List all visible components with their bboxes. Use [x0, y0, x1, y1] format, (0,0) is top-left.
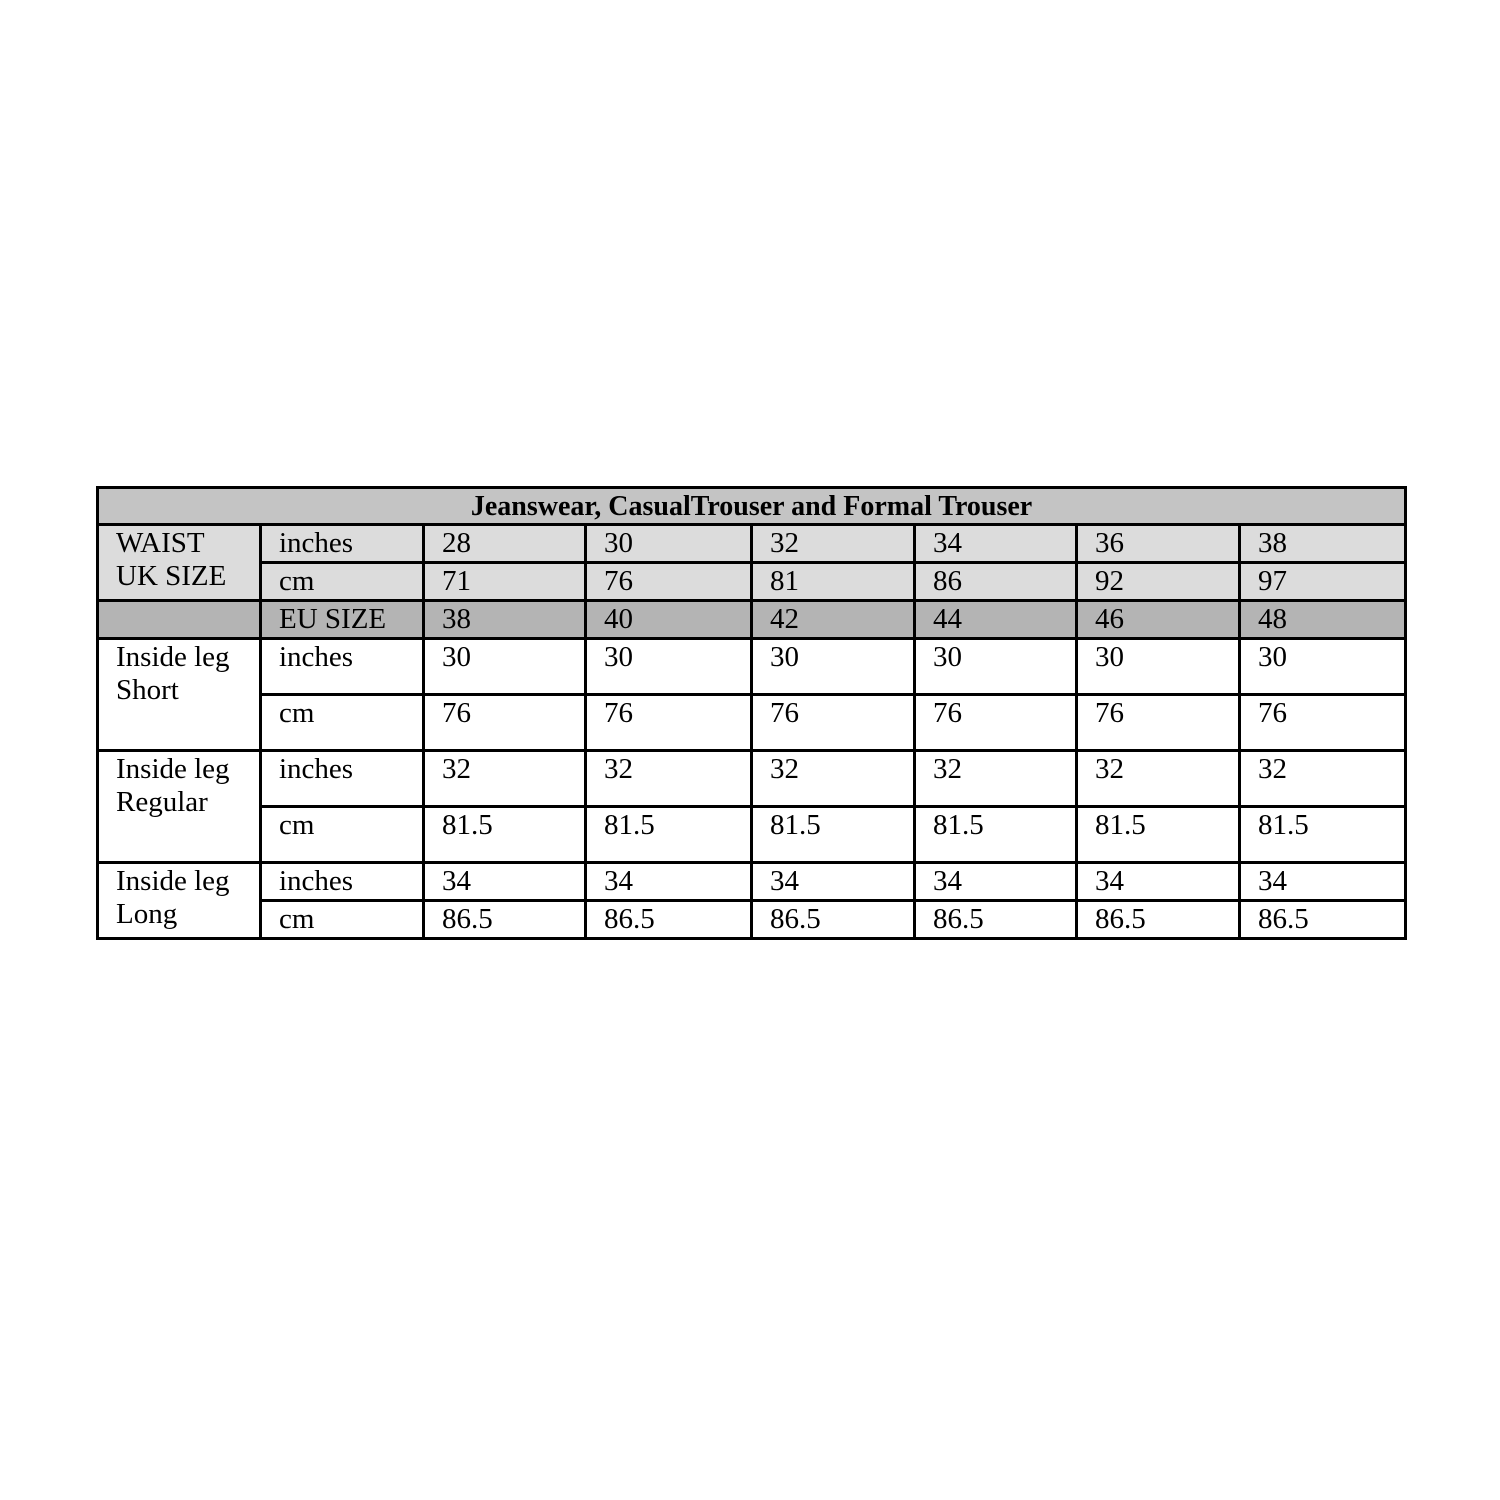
table-cell: 81.5 — [586, 807, 752, 863]
uk-size-label: UK SIZE — [116, 560, 227, 592]
eu-size-label: EU SIZE — [261, 601, 424, 639]
group-label-line1: Inside leg — [116, 865, 230, 897]
waist-cm-row — [98, 563, 1406, 601]
table-cell: 30 — [1077, 639, 1240, 695]
unit-label: cm — [261, 901, 424, 939]
table-cell: 28 — [424, 525, 586, 563]
waist-label: WAIST — [116, 527, 205, 559]
inside-leg-short-label — [98, 639, 261, 751]
inside-leg-long-label — [98, 863, 261, 939]
unit-label: cm — [261, 807, 424, 863]
table-cell: 46 — [1077, 601, 1240, 639]
table-cell: 44 — [915, 601, 1077, 639]
long-inches-row — [98, 863, 1406, 901]
table-cell: 34 — [915, 863, 1077, 901]
table-cell: 34 — [1077, 863, 1240, 901]
regular-inches-row — [98, 751, 1406, 807]
table-cell: 48 — [1240, 601, 1406, 639]
size-chart-table — [96, 486, 1407, 940]
waist-uk-size-label — [98, 525, 261, 601]
table-cell: 34 — [424, 863, 586, 901]
table-cell: 97 — [1240, 563, 1406, 601]
group-label-line2: Regular — [116, 786, 208, 818]
table-cell: 86.5 — [1077, 901, 1240, 939]
unit-label: inches — [261, 751, 424, 807]
table-cell: 86.5 — [586, 901, 752, 939]
table-cell: 32 — [752, 525, 915, 563]
table-cell: 76 — [1240, 695, 1406, 751]
table-title: Jeanswear, CasualTrouser and Formal Trouser — [98, 488, 1406, 525]
table-cell: 30 — [1240, 639, 1406, 695]
waist-inches-row — [98, 525, 1406, 563]
eu-size-row — [98, 601, 1406, 639]
table-cell: 76 — [1077, 695, 1240, 751]
table-cell: 34 — [752, 863, 915, 901]
unit-label: cm — [261, 563, 424, 601]
table-cell: 81.5 — [752, 807, 915, 863]
table-cell: 76 — [752, 695, 915, 751]
unit-label: inches — [261, 525, 424, 563]
table-cell: 81.5 — [424, 807, 586, 863]
table-cell: 30 — [586, 525, 752, 563]
short-inches-row — [98, 639, 1406, 695]
table-cell: 32 — [1240, 751, 1406, 807]
table-cell: 76 — [586, 695, 752, 751]
table-cell: 81.5 — [915, 807, 1077, 863]
title-row — [98, 488, 1406, 525]
group-label-line2: Short — [116, 674, 179, 706]
table-cell: 34 — [1240, 863, 1406, 901]
table-cell: 38 — [424, 601, 586, 639]
table-cell: 92 — [1077, 563, 1240, 601]
table-cell: 86.5 — [1240, 901, 1406, 939]
inside-leg-regular-label — [98, 751, 261, 863]
blank-cell — [98, 601, 261, 639]
regular-cm-row — [98, 807, 1406, 863]
group-label-line1: Inside leg — [116, 753, 230, 785]
table-cell: 86.5 — [915, 901, 1077, 939]
table-cell: 30 — [586, 639, 752, 695]
table-cell: 81.5 — [1077, 807, 1240, 863]
unit-label: inches — [261, 863, 424, 901]
table-cell: 32 — [915, 751, 1077, 807]
group-label-line2: Long — [116, 898, 178, 930]
table-cell: 76 — [586, 563, 752, 601]
table-cell: 86.5 — [752, 901, 915, 939]
long-cm-row — [98, 901, 1406, 939]
table-cell: 86 — [915, 563, 1077, 601]
table-cell: 76 — [424, 695, 586, 751]
table-cell: 32 — [586, 751, 752, 807]
table-cell: 34 — [586, 863, 752, 901]
table-cell: 42 — [752, 601, 915, 639]
table-cell: 40 — [586, 601, 752, 639]
table-cell: 30 — [752, 639, 915, 695]
table-cell: 30 — [424, 639, 586, 695]
group-label-line1: Inside leg — [116, 641, 230, 673]
table-cell: 32 — [752, 751, 915, 807]
table-cell: 81 — [752, 563, 915, 601]
table-cell: 36 — [1077, 525, 1240, 563]
table-cell: 81.5 — [1240, 807, 1406, 863]
table-cell: 32 — [1077, 751, 1240, 807]
unit-label: inches — [261, 639, 424, 695]
table-cell: 30 — [915, 639, 1077, 695]
table-cell: 76 — [915, 695, 1077, 751]
table-cell: 86.5 — [424, 901, 586, 939]
table-cell: 71 — [424, 563, 586, 601]
table-cell: 32 — [424, 751, 586, 807]
unit-label: cm — [261, 695, 424, 751]
table-cell: 38 — [1240, 525, 1406, 563]
table-cell: 34 — [915, 525, 1077, 563]
short-cm-row — [98, 695, 1406, 751]
